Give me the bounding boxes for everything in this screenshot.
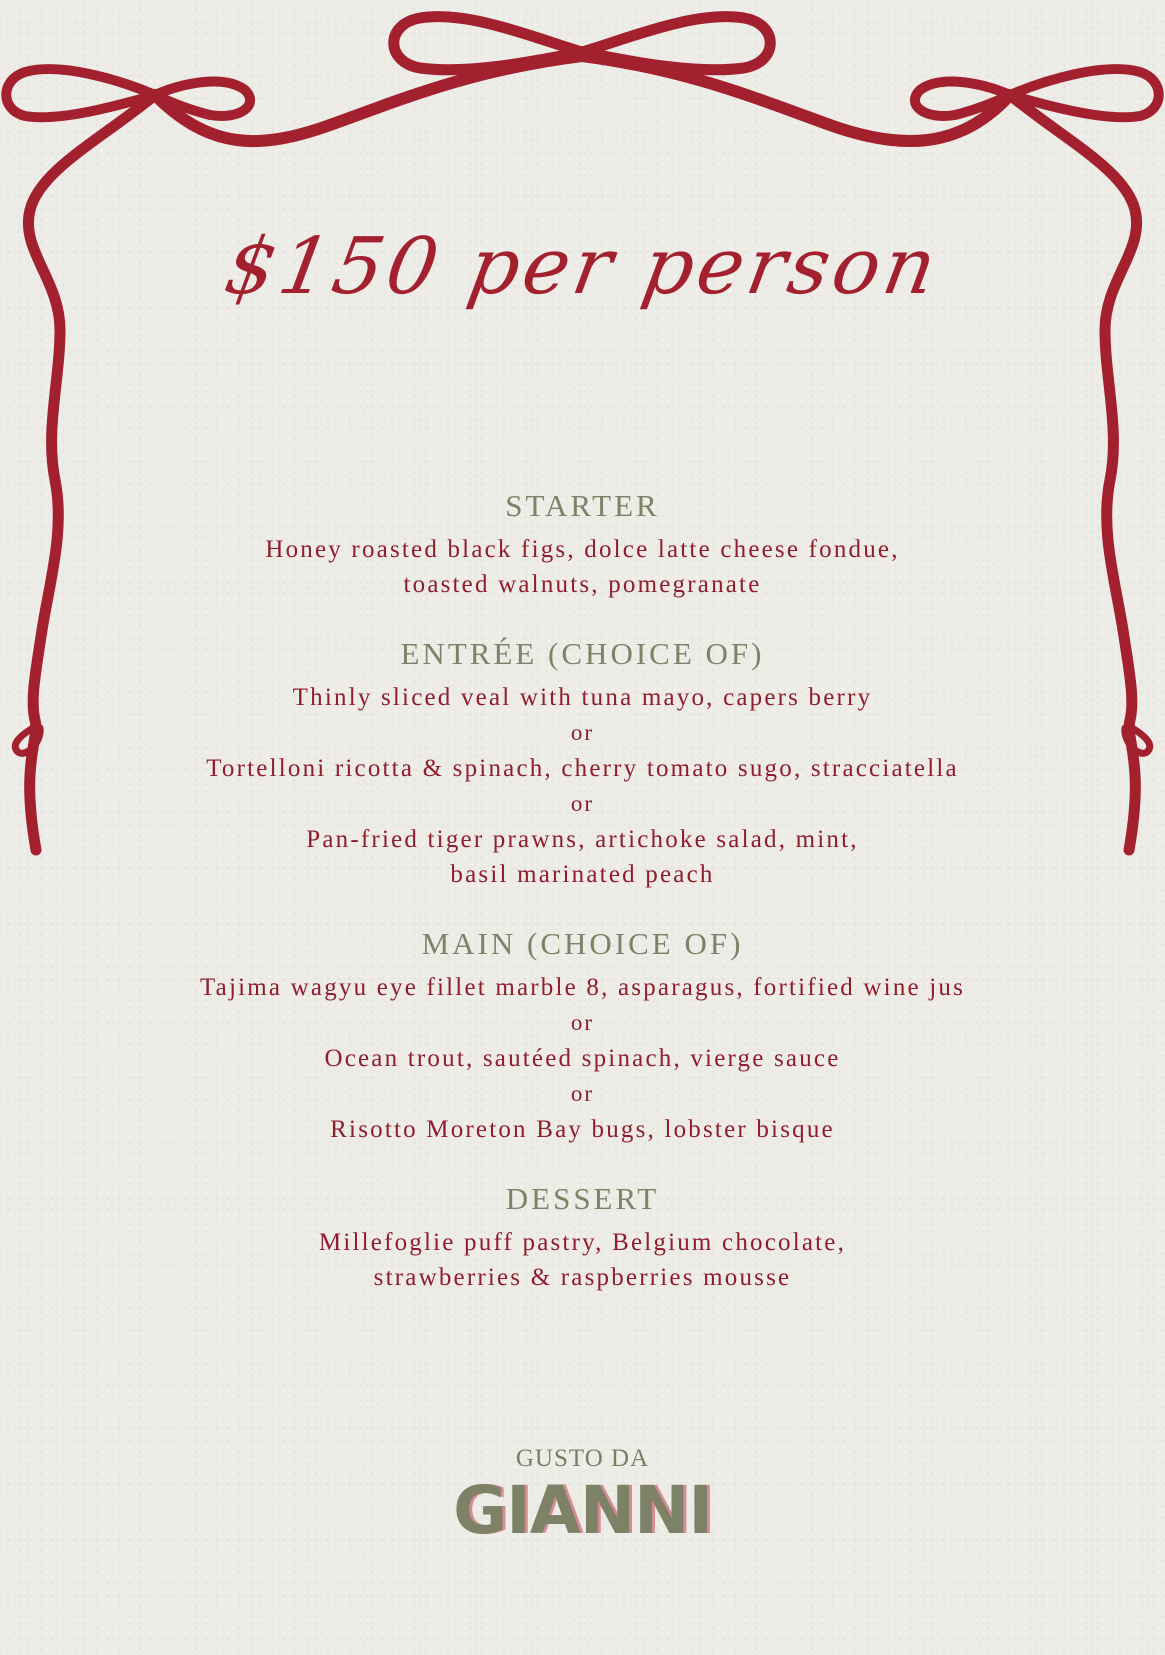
course-heading: MAIN (CHOICE OF) [421, 926, 744, 961]
menu-item-line: Honey roasted black figs, dolce latte cheese fondue, [265, 536, 900, 563]
menu-item-line: Ocean trout, sautéed spinach, vierge sauce [324, 1045, 841, 1072]
course-section [0, 1179, 1165, 1295]
logo-gusto-da: GUSTO DA [515, 1445, 650, 1472]
menu-item-line: Millefoglie puff pastry, Belgium chocolate, [318, 1229, 847, 1256]
menu-body [0, 486, 1165, 1327]
center-bow-left-loop [394, 17, 582, 70]
or-separator: or [570, 791, 595, 816]
menu-item-line: toasted walnuts, pomegranate [403, 571, 762, 598]
menu-item-line: Thinly sliced veal with tuna mayo, capers berry [292, 684, 873, 711]
menu-item-line: Pan-fried tiger prawns, artichoke salad, mint, [306, 826, 859, 853]
logo-gianni: GIANNI [453, 1472, 712, 1549]
course-heading: ENTRÉE (CHOICE OF) [400, 636, 765, 671]
menu-item-line: strawberries & raspberries mousse [373, 1264, 792, 1291]
or-separator: or [570, 1081, 595, 1106]
restaurant-logo [0, 1444, 1165, 1549]
center-bow-right-loop [582, 17, 770, 70]
course-heading: DESSERT [505, 1181, 660, 1216]
ribbon-top-swag [155, 56, 1010, 141]
or-separator: or [570, 1010, 595, 1035]
course-section [0, 486, 1165, 602]
course-heading: STARTER [505, 488, 660, 523]
course-section [0, 924, 1165, 1147]
menu-item-line: Tortelloni ricotta & spinach, cherry tomato sugo, stracciatella [206, 755, 959, 782]
menu-item-line: basil marinated peach [450, 861, 715, 888]
or-separator: or [570, 720, 595, 745]
price-per-person: $150 per person [218, 222, 947, 312]
course-section [0, 634, 1165, 892]
menu-item-line: Risotto Moreton Bay bugs, lobster bisque [330, 1116, 835, 1143]
menu-item-line: Tajima wagyu eye fillet marble 8, asparagus, fortified wine jus [199, 974, 966, 1001]
